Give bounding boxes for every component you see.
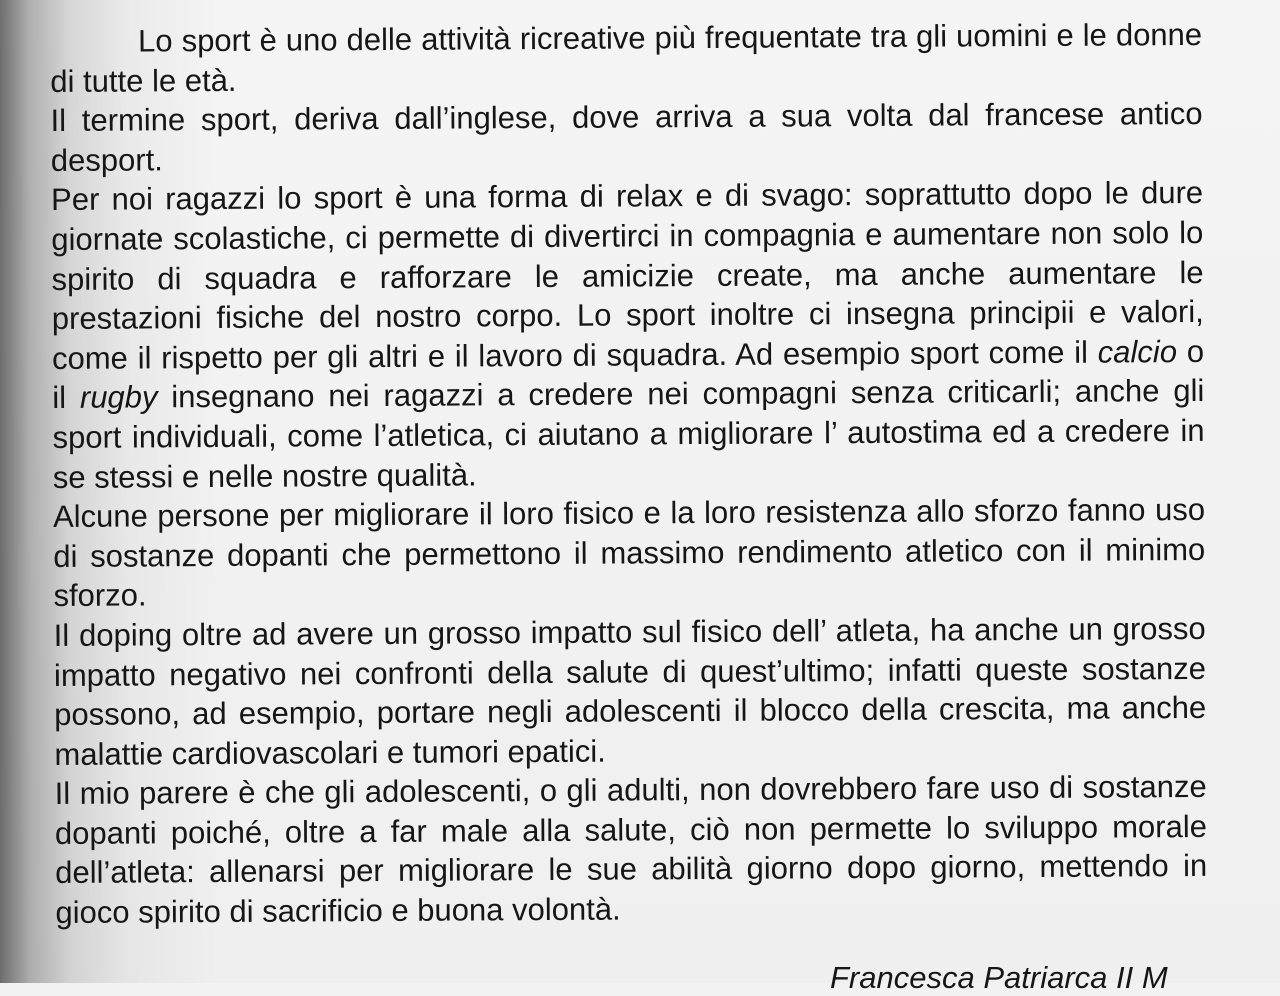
rugby-term: rugby xyxy=(79,379,158,416)
paragraph-doping-effects: Il doping oltre ad avere un grosso impatto sul fisico dell’ atleta, ha anche un grosso impatto negativo nei confronti della salute di quest’ultimo; infatti queste sostanze possono, ad esempio, portare negli adolescenti il blocco della crescita, ma anche malattie cardiovascolari e tumori epatici. xyxy=(53,610,1207,772)
author-signature: Francesca Patriarca II M xyxy=(830,960,1168,995)
paragraph-etymology: Il termine sport, deriva dall’inglese, dove arriva a sua volta dal francese antico desport. xyxy=(50,96,1203,178)
calcio-term: calcio xyxy=(1097,333,1178,370)
paragraph-intro: Lo sport è uno delle attività ricreative più frequentate tra gli uomini e le donne di tutte le età. xyxy=(50,16,1203,99)
paragraph-opinion: Il mio parere è che gli adolescenti, o gli adulti, non dovrebbero fare uso di sostanze dopanti poiché, oltre a far male alla salute, ciò non permette lo sviluppo morale dell’atleta: allenarsi per migliorare le sue abilità giorno dopo giorno, mettendo in gioco spirito di sacrificio e buona volontà. xyxy=(54,769,1208,931)
paragraph-doping-use: Alcune persone per migliorare il loro fisico e la loro resistenza allo sforzo fanno uso di sostanze dopanti che permettono il massimo rendimento atletico con il minimo sforzo. xyxy=(52,492,1206,614)
benefits-text-between: o il xyxy=(52,333,1205,416)
essay-body xyxy=(50,15,1208,933)
benefits-text-end: insegnano nei ragazzi a credere nei compagni senza criticarli; anche gli sport individuali, come l’atletica, ci aiutano a migliorare l’ autostima ed a credere in se stessi e nelle nostre qualità. xyxy=(52,373,1205,495)
benefits-text-start: Per noi ragazzi lo sport è una forma di relax e di svago: soprattutto dopo le dure giornate scolastiche, ci permette di divertirci in compagnia e aumentare non solo lo spirito di squadra e rafforzare le amicizie create, ma anche aumentare le prestazioni fisiche del nostro corpo. Lo sport inoltre ci insegna principii e valori, come il rispetto per gli altri e il lavoro di squadra. Ad esempio sport come il xyxy=(50,175,1204,376)
paragraph-benefits xyxy=(51,173,1205,497)
